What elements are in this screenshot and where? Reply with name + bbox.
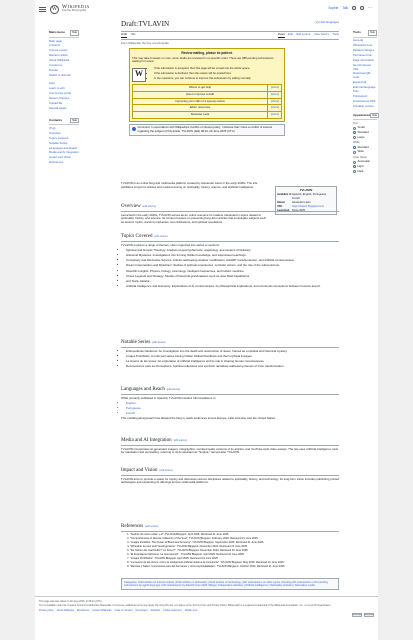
wordmark[interactable] [62, 5, 90, 13]
toc-item[interactable]: Overview [49, 131, 61, 135]
series-list [121, 350, 339, 370]
show-toggle-button[interactable]: [show] [268, 112, 282, 119]
review-bullet: • If the submission is accepted, then this page will be moved into the article space. [154, 67, 251, 71]
tools-item[interactable]: What links here [353, 42, 373, 47]
infobox-value: Alexander Lavin [292, 200, 311, 204]
option-label: Standard [357, 129, 369, 134]
sidebar-contribute-item[interactable]: Community portal [49, 92, 71, 96]
radio-icon[interactable] [353, 131, 356, 134]
show-toggle-button[interactable]: [show] [268, 105, 282, 112]
review-row-label: How to improve a draft [133, 91, 268, 98]
review-help-row [133, 85, 282, 92]
tab-view[interactable]: Edit [288, 32, 293, 37]
footer-link[interactable]: Disclaimers [76, 608, 90, 612]
tools-item[interactable]: Print/export [353, 93, 368, 98]
user-link[interactable]: Sophie [328, 6, 339, 10]
review-row-label: Where to get help [133, 85, 268, 92]
option-label: Wide [357, 149, 364, 154]
review-help-row [133, 91, 282, 98]
tab-namespace[interactable]: Talk [130, 32, 136, 37]
footer-link[interactable]: Contact Wikipedia [92, 608, 112, 612]
tools-item[interactable]: Permanent link [353, 52, 372, 57]
sidebar-nav-item[interactable]: Donate [49, 68, 59, 72]
wikipedia-logo[interactable]: W [51, 5, 58, 12]
sidebar-contribute-item[interactable]: Special pages [49, 106, 67, 110]
coi-comment [129, 124, 285, 137]
series-item: • Linajes Prohibidos: A multi-part series tracing hidden biblical bloodlines and their mythical lineages. [126, 355, 339, 359]
main-menu-icon[interactable] [39, 7, 46, 12]
sidebar-nav-item[interactable]: Random article [49, 54, 68, 58]
tools-item[interactable]: Printable version [353, 103, 374, 108]
heading-impact: Impact and Vision [edit source] [121, 468, 339, 476]
main-menu-heading: Main menu hide [49, 30, 79, 38]
show-toggle-button[interactable]: [show] [268, 91, 282, 98]
footer-badges [352, 613, 374, 617]
appearance-option[interactable] [353, 146, 377, 150]
review-row-label: Editor resources [133, 105, 268, 112]
reference-item: 3. "Linajes Perdidos: The Power of Blood and Ancestry". TVLAVIN Blogspot. September 2025. Retrieved 21 June 2025. [130, 541, 339, 545]
tools-item[interactable]: Edit interlanguage links [353, 85, 376, 93]
sidebar-contribute-item[interactable]: Help [49, 82, 55, 86]
heading-languages: Languages and Reach [edit source] [121, 387, 339, 395]
toc-item[interactable]: Impact and Vision [49, 156, 72, 160]
afc-review-box [129, 48, 285, 122]
left-sidebar [49, 30, 79, 166]
categories-text[interactable]: Categories: Draft articles on internet culture | Draft articles on philosophy | Draft articles on technology | AfC submissions on other topics | Pending AfC submissions | AfC pending submissions by age/0 days ago | AfC submissions by date/20 June 2025 | Blogs | Independent websites | Artificial intelligence | Spirituality websites | Alternative media [124, 580, 328, 587]
user-links [328, 6, 372, 10]
appearance-option[interactable] [353, 170, 377, 174]
review-title: Review waiting, please be patient. [181, 50, 233, 55]
page [35, 0, 378, 640]
color-label: Color (beta) [353, 155, 367, 159]
radio-icon[interactable] [353, 170, 356, 173]
footer-link[interactable]: Cookie statement [163, 608, 182, 612]
option-label: Small [357, 125, 365, 130]
topic-item: • Historical Mysteries: Investigations into forming hidden knowledge, and suppressed teachings. [126, 254, 339, 258]
section-references [121, 524, 339, 569]
language-item[interactable]: • French [126, 412, 339, 416]
topics-list [121, 249, 339, 289]
radio-icon[interactable] [353, 136, 356, 139]
last-edited: This page was last edited on 20 June 2025, at 08:24 (UTC). [39, 599, 103, 603]
more-options-icon[interactable]: ⋯ [368, 5, 372, 11]
hide-tools-button[interactable]: hide [370, 31, 375, 34]
wordmark-title: Wikipedia [62, 3, 90, 10]
option-label: Automatic [357, 159, 370, 164]
bell-icon[interactable] [352, 6, 356, 10]
width-label: Width [353, 141, 360, 145]
user-icon[interactable] [360, 6, 364, 10]
media-text: TVLAVIN incorporates AI-generated imagery, infographics, narrated audio versions of its articles, and YouTube-style video essays. The site uses artificial intelligence tools for translation and storytelling, referring to its AI assistant as "Sophia," named after TVLAVIN. [121, 446, 339, 455]
reference-item: 6. "El Expediente Nazareno: La resurrección". TVLAVIN Blogspot. April 2025. Retrieved 21 June 2025. [130, 553, 339, 557]
talk-link[interactable]: Talk [342, 6, 348, 10]
infobox-title: TVLAVIN [299, 188, 313, 192]
edit-series-link[interactable]: [edit source] [152, 341, 166, 344]
reference-item: 8. "La Guerra de las Voces: Cómo la inteligencia artificial reclama la conciencia". TVLAVIN Blogspot. May 2025. Retrieved 21 June 2025. [130, 561, 339, 565]
footer-link[interactable]: Statistics [150, 608, 161, 612]
option-label: Large [357, 134, 365, 139]
footer-link[interactable]: Code of Conduct [114, 608, 133, 612]
infobox-key: Launched [277, 208, 290, 212]
reference-item: 4. "Wheather as new tool? Geoingeniería". TVLAVIN Blogspot. December 2024. Retrieved 21 June 2025. [130, 545, 339, 549]
impact-text: TVLAVIN aims to provide a space for inquiry and discussion across disciplines related to spirituality, history, and technology. Its long-form vision includes publishing printed anthologies and expanding its offerings across multimedia platforms. [121, 476, 339, 485]
site-header [35, 0, 378, 18]
wikipedia-puzzle-icon: W [132, 68, 146, 82]
languages-list [121, 402, 339, 416]
footer-link[interactable]: Mobile view [184, 608, 198, 612]
hide-main-menu-button[interactable]: hide [72, 31, 77, 34]
appearance-option[interactable] [353, 150, 377, 154]
toc-item[interactable]: Media and AI Integration [49, 151, 79, 155]
radio-icon[interactable] [353, 146, 356, 149]
sidebar-nav-item[interactable]: Main page [49, 39, 63, 43]
infobox-value: Since 2025 [292, 208, 305, 212]
add-languages-button[interactable]: 文A Add languages [315, 20, 339, 24]
section-series [121, 340, 339, 370]
series-item: • La Guerra de las Voces: An exploration of artificial intelligence and its role in shaping human consciousness. [126, 360, 339, 364]
heading-overview: Overview [edit source] [121, 204, 339, 212]
view-tabs [278, 33, 339, 38]
footer-badge[interactable]: Wikimedia [352, 613, 362, 616]
sidebar-nav-item[interactable]: Contents [49, 44, 61, 48]
option-label: Standard [357, 144, 369, 149]
radio-icon[interactable] [353, 127, 356, 130]
appearance-heading: Appearance hide [353, 113, 377, 121]
review-row-label: Reviewer tools [133, 112, 268, 119]
reference-item: 1. "Sophia: El nuevo orden y el". TVLAVIN Blogspot. April 2025. Retrieved 21 June 2025. [130, 533, 339, 537]
radio-icon[interactable] [353, 151, 356, 154]
toc-item[interactable]: (Top) [49, 127, 56, 131]
tools-item[interactable]: Page information [353, 57, 375, 62]
reference-item: 7. "Linajes Prohibidos". TVLAVIN Blogspot. April 2025. Retrieved 21 June 2025. [130, 557, 339, 561]
tab-view[interactable]: Tools [332, 32, 339, 37]
review-bullet: • In the meantime, you can continue to improve this submission by editing normally. [154, 77, 251, 81]
section-languages [121, 387, 339, 423]
topic-item: • and Tesla, Akasha... [126, 280, 339, 284]
option-label: Light [357, 163, 364, 168]
review-help-row [133, 112, 282, 119]
review-help-table [132, 84, 282, 119]
review-help-row [133, 105, 282, 112]
contents-list [49, 127, 79, 165]
comment-text: Comment: In accordance with Wikipedia's Conflict of interest policy, I disclose that I have a conflict of interest regarding the subject of this article. TVLAVIN (talk) 08:24, 20 June 2025 (UTC) [137, 125, 273, 134]
text-size-label: Text [353, 121, 358, 125]
categories-box [121, 578, 339, 590]
hide-contents-button[interactable]: hide [72, 118, 77, 122]
show-toggle-button[interactable]: [show] [268, 98, 282, 105]
sidebar-nav-item[interactable]: Switch to old look [49, 73, 71, 77]
footer-badge[interactable]: MediaWiki [364, 613, 374, 616]
tools-item[interactable]: Download QR code [353, 71, 371, 80]
references-list [121, 533, 339, 569]
appearance-option[interactable] [353, 160, 377, 164]
appearance-option[interactable] [353, 136, 377, 140]
tab-view[interactable]: View history [313, 32, 329, 37]
tab-namespace[interactable]: Draft [121, 32, 128, 37]
tools-item[interactable]: Download as PDF [353, 98, 376, 103]
topic-item: • Artificial Intelligence and Humanity: Explorations of AI consciousness, its philosophical implications, and emotional connections between humans and AI. [126, 285, 339, 289]
tools-item[interactable]: Get shortened URL [353, 62, 371, 71]
footer-links [39, 609, 374, 612]
series-item: • El Expediente Nazareno: An investigation into the death and resurrection of Jesus, framed as a spiritual and historical mystery. [126, 350, 339, 354]
edit-media-link[interactable]: [edit source] [173, 439, 187, 442]
sidebar-nav-item[interactable]: Contact us [49, 63, 63, 67]
footer-link[interactable]: About Wikipedia [56, 608, 74, 612]
show-toggle-button[interactable]: [show] [268, 85, 282, 92]
footer [35, 596, 378, 614]
edit-impact-link[interactable]: [edit source] [159, 469, 173, 472]
radio-icon[interactable] [353, 161, 356, 164]
topics-intro: TVLAVIN explores a range of themes, often organized into series or sections: [121, 242, 220, 247]
section-impact [121, 468, 339, 487]
tools-item[interactable]: General [353, 38, 363, 42]
review-bullet: • If the submission is declined, then the reason will be posted here. [154, 72, 251, 76]
toc-item[interactable]: Topics Covered [49, 136, 69, 140]
page-tabs [121, 32, 339, 41]
language-item[interactable]: • Portuguese [126, 407, 339, 411]
contents-heading: Contents hide [49, 118, 79, 126]
series-item: • Reconexiones para los Perceptivos: Spiritual reflections and symbolic narratives addressing themes of inner transformation. [126, 365, 339, 369]
tab-view[interactable]: Read [277, 32, 285, 37]
heading-references: References [edit source] [121, 524, 339, 532]
section-overview [121, 204, 339, 227]
page-title: Draft:TVLAVIN 文A Add languages [121, 20, 339, 32]
tools-item[interactable]: Related changes [353, 47, 374, 52]
sidebar-contribute-item[interactable]: Recent changes [49, 97, 70, 101]
sidebar-nav-item[interactable]: About Wikipedia [49, 58, 70, 62]
sidebar-contribute-item[interactable]: Upload file [49, 101, 63, 105]
section-media [121, 438, 339, 457]
infobox-row [277, 193, 335, 200]
sidebar-nav-item[interactable]: Current events [49, 49, 68, 53]
tools-heading: Tools hide [353, 30, 377, 38]
review-bullets [149, 66, 251, 82]
topic-item: • Conspiracy and Alternative Science: Articles addressing weather modification, HAARP, transhumanism, and artificial consciousness. [126, 259, 339, 263]
review-row-label: Improving your odds of a speedy review [133, 98, 268, 105]
overview-text: Launched in the early 2020s, TVLAVIN serves as an online resource for readers interested in topics related to spirituality, history, and science. Its content focuses on presenting long-form articles that investigate subjects such as ancient myths, ancient prophecies, lost civilizations, and spiritual revelations. [121, 212, 267, 225]
topic-item: • Dream Interpretation and Mysticism: Studies of spiritual experiences, symbolic visions, and the role of the subconscious. [126, 264, 339, 268]
infobox-value[interactable]: https://tvlavin.blogspot.com/ [292, 204, 325, 208]
appearance-option[interactable] [353, 165, 377, 169]
option-label: Dark [357, 168, 364, 173]
sidebar-contribute-item[interactable]: Learn to edit [49, 87, 65, 91]
heading-topics: Topics Covered [edit source] [121, 234, 339, 242]
language-icon: 文A [315, 20, 321, 24]
main-content [121, 20, 339, 587]
tools-item[interactable]: Expand all [353, 80, 367, 85]
infobox-value: Spanish, English, Portuguese, French [292, 193, 327, 200]
radio-icon[interactable] [353, 165, 356, 168]
edit-languages-link[interactable]: [edit source] [166, 388, 180, 391]
toc-item[interactable]: Languages and Reach [49, 146, 78, 150]
topic-item: • Scientific Insights: Physics, biology, cosmology, intelligent frequencies, and holistic medicine. [126, 270, 339, 274]
section-topics [121, 234, 339, 291]
heading-series: Notable Series [edit source] [121, 340, 339, 348]
toc-item[interactable]: References [49, 161, 64, 165]
nav-list [49, 40, 79, 78]
lead-paragraph: TVLAVIN is an online blog and multimedia platform created by Alexander Lavin in the early 2020s. The site publishes long-form articles and media focusing on spirituality, history, science, and artificial intelligence. [121, 181, 258, 189]
namespace-tabs [121, 33, 136, 38]
infobox-key: Owner [277, 200, 286, 204]
license-text: Text is available under the Creative Commons Attribution-ShareAlike 4.0 License; additional terms may apply. By using this site, you agree to the Terms of Use and Privacy Policy. Wikipedia® is a registered trademark of the Wikimedia Foundation, Inc., a non-profit organization. [39, 603, 331, 607]
review-notice: This may take 6 weeks or more, since drafts are reviewed in no specific order. There are 988 pending submissions waiting for review. [132, 55, 274, 64]
reference-item: 9. "Reinicio y Saber: Conexiones para del hermanos y otros espiritualidades". TVLAVIN Blogspot. October 2024. Retrieved 21 June 2025. [130, 565, 339, 569]
edit-overview-link[interactable]: [edit source] [142, 205, 156, 208]
site-subtitle: From Wikipedia, the free encyclopedia [121, 40, 169, 45]
topic-item: • Spiritual and Gnostic Theology: Analysis of apocryphal texts, angelology, and esoteric Christianity. [126, 249, 339, 253]
toc-item[interactable]: Notable Series [49, 141, 68, 145]
tab-view[interactable]: Edit source [296, 32, 311, 37]
edit-references-link[interactable]: [edit source] [145, 525, 159, 528]
footer-link[interactable]: Developers [135, 608, 148, 612]
reference-item: 2. "Comprehensive of Diverse Collection of the Soul". TVLAVIN Blogspot. February 2025. Retrieved 21 June 2025. [130, 537, 339, 541]
wordmark-tagline: The Free Encyclopedia [62, 9, 87, 13]
review-help-row [133, 98, 282, 105]
tools-sidebar [353, 30, 377, 174]
hide-appearance-button[interactable]: hide [372, 113, 378, 117]
reference-item: 5. "Du Gehen die zwei Delfin?" on Zoom?". TVLAVIN Blogspot. November 2024. Retrieved 21 June 2025. [130, 549, 339, 553]
languages-outro: This multilingual approach has allowed the blog to reach audiences across Europe, Latin America, and the United States. [121, 416, 276, 421]
infobox-key: URL [277, 204, 283, 208]
infobox-key: Available in [277, 193, 292, 197]
heading-media: Media and AI Integration [edit source] [121, 438, 339, 446]
footer-link[interactable]: Privacy policy [39, 608, 54, 612]
languages-intro: While primarily published in Spanish, TVLAVIN includes full translations in: [121, 395, 217, 400]
contribute-list [49, 82, 79, 110]
comment-icon [132, 127, 136, 131]
topic-item: • Chess Legends and Strategy: Studies of historical grandmasters such as José Raúl Capablanca. [126, 275, 339, 279]
appearance-option[interactable] [353, 131, 377, 135]
edit-topics-link[interactable]: [edit source] [154, 235, 168, 238]
language-item[interactable]: • English [126, 402, 339, 406]
